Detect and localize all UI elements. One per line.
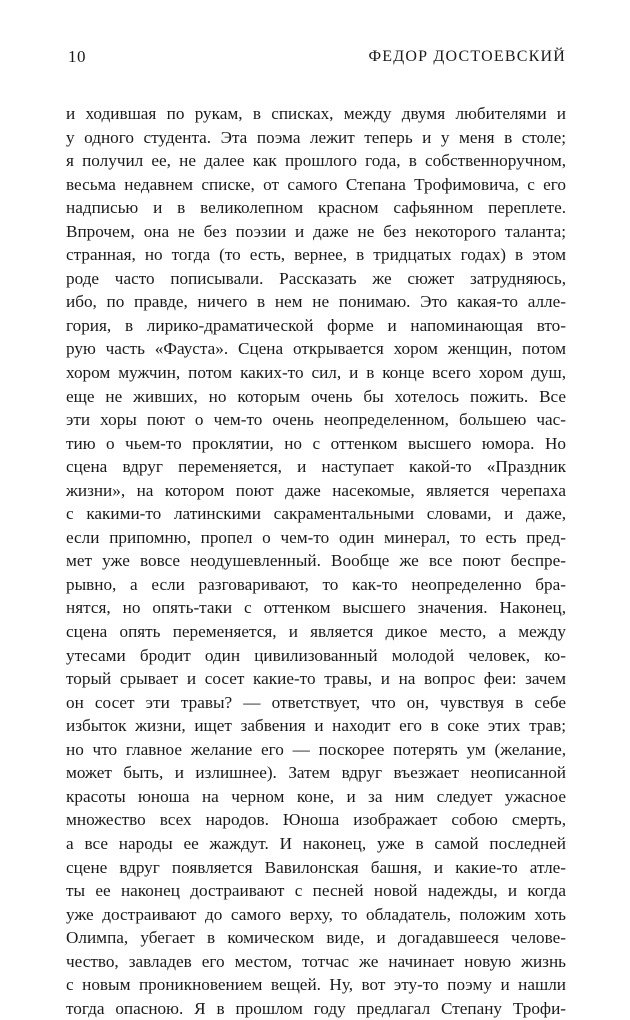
- text-line: надписью и в великолепном красном сафьянном переплете.: [66, 198, 566, 218]
- running-head-title: ФЕДОР ДОСТОЕВСКИЙ: [368, 48, 566, 65]
- text-line: гория, в лирико-драматической форме и напоминающая вто-: [66, 315, 566, 335]
- text-line: но что главное желание его — поскорее потерять ум (желание,: [66, 739, 566, 759]
- text-line: утесами бродит один цивилизованный молодой человек, ко-: [66, 645, 566, 665]
- text-line: и ходившая по рукам, в списках, между двумя любителями и: [66, 104, 566, 123]
- text-line: весьма недавнем списке, от самого Степана Трофимовича, с его: [66, 174, 566, 194]
- text-line: тогда опасною. Я в прошлом году предлагал Степану Трофи-: [66, 998, 566, 1018]
- text-line: ибо, по правде, ничего в нем не понимаю. Это какая-то алле-: [66, 292, 566, 312]
- text-line: избыток жизни, ищет забвения и находит его в соке этих трав;: [66, 716, 566, 736]
- text-line: у одного студента. Эта поэма лежит теперь и у меня в столе;: [66, 127, 566, 147]
- text-line: чество, завладев его местом, тотчас же начинает новую жизнь: [66, 951, 566, 971]
- text-line: сцена опять переменяется, и является дикое место, а между: [66, 622, 566, 642]
- text-line: может быть, и излишнее). Затем вдруг въезжает неописанной: [66, 763, 566, 783]
- text-line: хором мужчин, потом каких-то сил, и в конце всего хором душ,: [66, 363, 566, 383]
- text-line: мет уже вовсе неодушевленный. Вообще же все поют беспре-: [66, 551, 566, 571]
- text-line: странная, но тогда (то есть, вернее, в тридцатых годах) в этом: [66, 245, 566, 265]
- text-line: ты ее наконец достраивают с песней новой надежды, и когда: [66, 881, 566, 901]
- text-line: сцена вдруг переменяется, и наступает какой-то «Праздник: [66, 457, 566, 477]
- text-line: нятся, но опять-таки с оттенком высшего значения. Наконец,: [66, 598, 566, 618]
- page-number: 10: [68, 47, 86, 66]
- text-line: красоты юноша на черном коне, и за ним следует ужасное: [66, 786, 566, 806]
- text-line: торый срывает и сосет какие-то травы, и на вопрос феи: зачем: [66, 669, 566, 689]
- text-line: с какими-то латинскими сакраментальными словами, и даже,: [66, 504, 566, 524]
- text-line: уже достраивают до самого верху, то обладатель, положим хоть: [66, 904, 566, 924]
- text-line: рую часть «Фауста». Сцена открывается хором женщин, потом: [66, 339, 566, 359]
- text-line: если припомню, пропел о чем-то один минерал, то есть пред-: [66, 527, 566, 547]
- text-line: Впрочем, она не без поэзии и даже не без некоторого таланта;: [66, 221, 566, 241]
- text-line: жизни», на котором поют даже насекомые, является черепаха: [66, 480, 566, 500]
- text-line: роде часто пописывали. Рассказать же сюжет затрудняюсь,: [66, 268, 566, 288]
- text-line: эти хоры поют о чем-то очень неопределенном, большею час-: [66, 410, 566, 430]
- text-line: множество всех народов. Юноша изображает собою смерть,: [66, 810, 566, 830]
- text-line: еще не живших, но которым очень бы хотелось пожить. Все: [66, 386, 566, 406]
- body-text: [66, 102, 566, 1020]
- text-line: тию о чьем-то проклятии, но с оттенком высшего юмора. Но: [66, 433, 566, 453]
- text-line: я получил ее, не далее как прошлого года, в собственноручном,: [66, 151, 566, 171]
- text-line: сцене вдруг появляется Вавилонская башня, и какие-то атле-: [66, 857, 566, 877]
- text-line: а все народы ее жаждут. И наконец, уже в самой последней: [66, 833, 566, 853]
- text-line: он сосет эти травы? — ответствует, что он, чувствуя в себе: [66, 692, 566, 712]
- text-line: с новым проникновением вещей. Ну, вот эту-то поэму и нашли: [66, 975, 566, 995]
- text-line: рывно, а если разговаривают, то как-то неопределенно бра-: [66, 574, 566, 594]
- text-line: Олимпа, убегает в комическом виде, и догадавшееся челове-: [66, 928, 566, 948]
